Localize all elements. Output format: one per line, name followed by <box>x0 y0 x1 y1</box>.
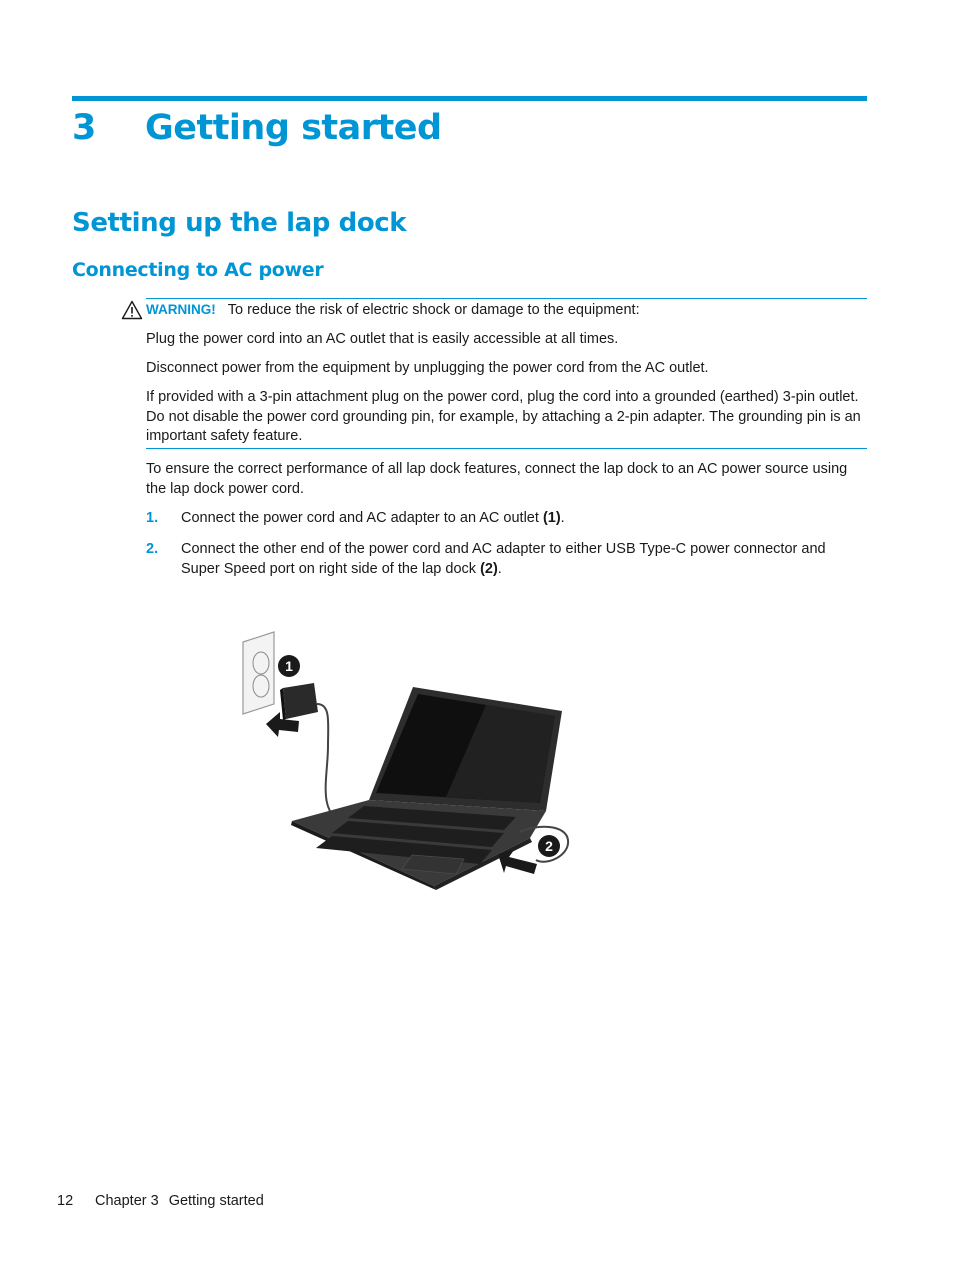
warning-item: If provided with a 3-pin attachment plug on the power cord, plug the cord into a grounded (earthed) 3-pin outlet. Do not disable the power cord grounding pin, for example, by attaching a 2-pin adapter. The grounding pin is an important safety feature. <box>146 389 861 444</box>
warning-icon <box>121 300 143 320</box>
page-footer <box>57 1193 264 1209</box>
footer-chapter-title: Getting started <box>168 1193 264 1209</box>
svg-text:1: 1 <box>285 658 293 674</box>
warning-top-rule <box>146 298 867 299</box>
warning-item: Plug the power cord into an AC outlet that is easily accessible at all times. <box>146 331 619 347</box>
chapter-heading <box>72 108 442 148</box>
warning-bottom-rule <box>146 448 867 449</box>
arrow-2 <box>498 850 537 874</box>
footer-chapter-label: Chapter 3 <box>95 1193 159 1209</box>
step-number: 2. <box>146 541 159 557</box>
warning-line <box>146 302 640 318</box>
chapter-number: 3 <box>72 108 96 148</box>
svg-text:2: 2 <box>545 838 553 854</box>
warning-label: WARNING! <box>146 302 216 317</box>
page-number: 12 <box>57 1193 74 1209</box>
step-text: Connect the power cord and AC adapter to an AC outlet (1). <box>181 510 565 526</box>
warning-item: Disconnect power from the equipment by unplugging the power cord from the AC outlet. <box>146 360 709 376</box>
step-number: 1. <box>146 510 159 526</box>
step-ref: (1) <box>542 510 561 526</box>
chapter-title: Getting started <box>145 108 442 148</box>
step-ref: (2) <box>480 560 498 577</box>
chapter-rule <box>72 96 867 101</box>
ac-adapter <box>283 683 318 719</box>
lap-dock-illustration <box>236 628 581 890</box>
warning-intro: To reduce the risk of electric shock or damage to the equipment: <box>227 302 640 318</box>
section-title: Setting up the lap dock <box>72 208 407 238</box>
step-text: Connect the other end of the power cord and AC adapter to either USB Type-C power connector and Super Speed port on right side of the lap dock (2). <box>181 541 826 577</box>
intro-paragraph: To ensure the correct performance of all lap dock features, connect the lap dock to an AC power source using the lap dock power cord. <box>146 461 848 497</box>
subsection-title: Connecting to AC power <box>72 259 324 281</box>
